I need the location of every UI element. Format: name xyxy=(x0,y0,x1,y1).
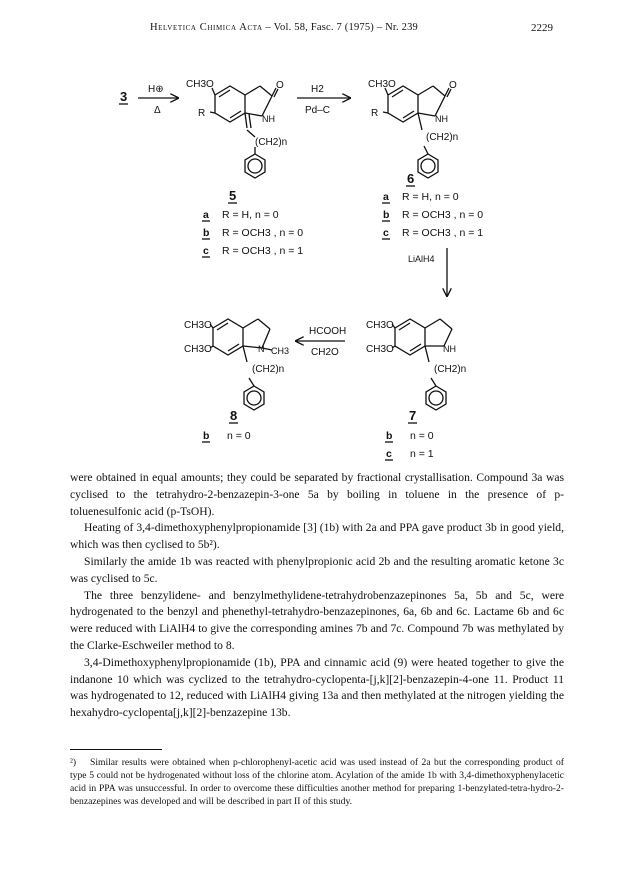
compound-6-label: 6 xyxy=(407,171,415,186)
ch3o-7-b: CH3O xyxy=(366,344,394,355)
ch3o-6: CH3O xyxy=(368,79,396,90)
ch2n-8: (CH2)n xyxy=(252,364,285,375)
journal-name: Helvetica Chimica Acta xyxy=(150,22,263,33)
ch2n-6: (CH2)n xyxy=(426,132,459,143)
arrow4-top-label: HCOOH xyxy=(309,326,347,337)
footnote-text: Similar results were obtained when p-chlorophenyl-acetic acid was used instead of 2a but the corresponding product of type 5 could not be hydrogenated without loss of the chlorine atom. Acylation of the amide 1b with 3,4-dimethoxyphenylacetic acid in PPA was unsuccessful. In order to overcome these difficulties another method for preparing 1-benzylated-tetra-hydro-2-benzazepines was developed and will be described in part II of this study. xyxy=(70,757,564,807)
nh-5: NH xyxy=(262,114,275,124)
arrow2-top-label: H2 xyxy=(311,84,324,95)
table-8 xyxy=(202,430,251,442)
nh-6: NH xyxy=(435,114,448,124)
t6-b-label: b xyxy=(383,209,390,221)
table-6 xyxy=(382,191,483,239)
paragraph-5: 3,4-Dimethoxyphenylpropionamide (1b), PPA and cinnamic acid (9) were heated together to give the indanone 10 which was cyclized to the tetrahydro-cyclopenta-[j,k][2]-benzazepin-4-one 11. Product 11 was hydrogenated to 12, reduced with LiAlH4 giving 13a and then methylated at the nitrogen yielding the hexahydro-cyclopenta[j,k][2]-benzazepine 13b. xyxy=(70,655,564,720)
t7-c-text: n = 1 xyxy=(410,448,434,460)
nh-7: NH xyxy=(443,344,456,354)
ch3o-8-b: CH3O xyxy=(184,344,212,355)
structure-5 xyxy=(210,86,278,178)
arrow2-bottom-label: Pd–C xyxy=(305,105,331,116)
compound-8-label: 8 xyxy=(230,408,238,423)
arrow4-bottom-label: CH2O xyxy=(311,347,339,358)
o-5: O xyxy=(276,80,284,91)
start-compound-label: 3 xyxy=(120,89,128,104)
t7-b-label: b xyxy=(386,430,393,442)
table-5 xyxy=(202,209,303,257)
ch2n-7: (CH2)n xyxy=(434,364,467,375)
t7-c-label: c xyxy=(386,448,392,460)
t6-a-label: a xyxy=(383,191,389,203)
paragraph-1: were obtained in equal amounts; they could be separated by fractional crystallisation. Compound 3a was cyclised to the tetrahydro-2-benzazepin-3-one 5a by boiling in toluene in the presence of p-toluenesulfonic acid (p-TsOH). xyxy=(70,471,564,518)
ch3o-5: CH3O xyxy=(186,79,214,90)
n-8: N xyxy=(258,344,265,354)
t5-b-text: R = OCH3 , n = 0 xyxy=(222,227,304,239)
journal-volume: – Vol. 58, Fasc. 7 (1975) – Nr. 239 xyxy=(265,22,418,33)
footnote xyxy=(70,756,564,808)
t6-c-label: c xyxy=(383,227,389,239)
ch3-8: CH3 xyxy=(271,346,290,356)
t5-a-label: a xyxy=(203,209,209,221)
o-6: O xyxy=(449,80,457,91)
t5-b-label: b xyxy=(203,227,210,239)
r-5: R xyxy=(198,108,206,119)
paragraph-3: Similarly the amide 1b was reacted with phenylpropionic acid 2b and the resulting aromatic ketone 3c was cyclised to 5c. xyxy=(70,554,564,585)
arrow1-top-label: H⊕ xyxy=(148,84,164,95)
compound-5-label: 5 xyxy=(229,188,237,203)
t6-c-text: R = OCH3 , n = 1 xyxy=(402,227,484,239)
body-text xyxy=(70,470,564,722)
t5-c-text: R = OCH3 , n = 1 xyxy=(222,245,304,257)
arrow3-label: LiAlH4 xyxy=(408,254,435,264)
t7-b-text: n = 0 xyxy=(410,430,434,442)
r-6: R xyxy=(371,108,379,119)
paragraph-4: The three benzylidene- and benzylmethylidene-tetrahydrobenzazepinones 5a, 5b and 5c, were hydrogenated to the benzyl and phenethyl-tetrahydro-benzazepinones, 6a, 6b and 6c. Lactame 6b and 6c were reduced with LiAlH4 to give the corresponding amines 7b and 7c. Compound 7b was methylated by the Clarke-Eschweiler method to 8. xyxy=(70,588,564,652)
t6-b-text: R = OCH3 , n = 0 xyxy=(402,209,484,221)
ch2n-5: (CH2)n xyxy=(255,137,288,148)
ch3o-8-a: CH3O xyxy=(184,320,212,331)
t5-c-label: c xyxy=(203,245,209,257)
ch3o-7-a: CH3O xyxy=(366,320,394,331)
footnote-rule xyxy=(70,749,162,750)
t8-b-text: n = 0 xyxy=(227,430,251,442)
table-7 xyxy=(385,430,434,460)
t5-a-text: R = H, n = 0 xyxy=(222,209,279,221)
compound-7-label: 7 xyxy=(409,408,417,423)
t6-a-text: R = H, n = 0 xyxy=(402,191,459,203)
paragraph-2: Heating of 3,4-dimethoxyphenylpropionamide [3] (1b) with 2a and PPA gave product 3b in good yield, which was then cyclised to 5b²). xyxy=(70,521,564,552)
page-number: 2229 xyxy=(531,22,553,34)
footnote-mark: ²) xyxy=(70,757,77,768)
t8-b-label: b xyxy=(203,430,210,442)
arrow1-bottom-label: Δ xyxy=(154,105,161,116)
